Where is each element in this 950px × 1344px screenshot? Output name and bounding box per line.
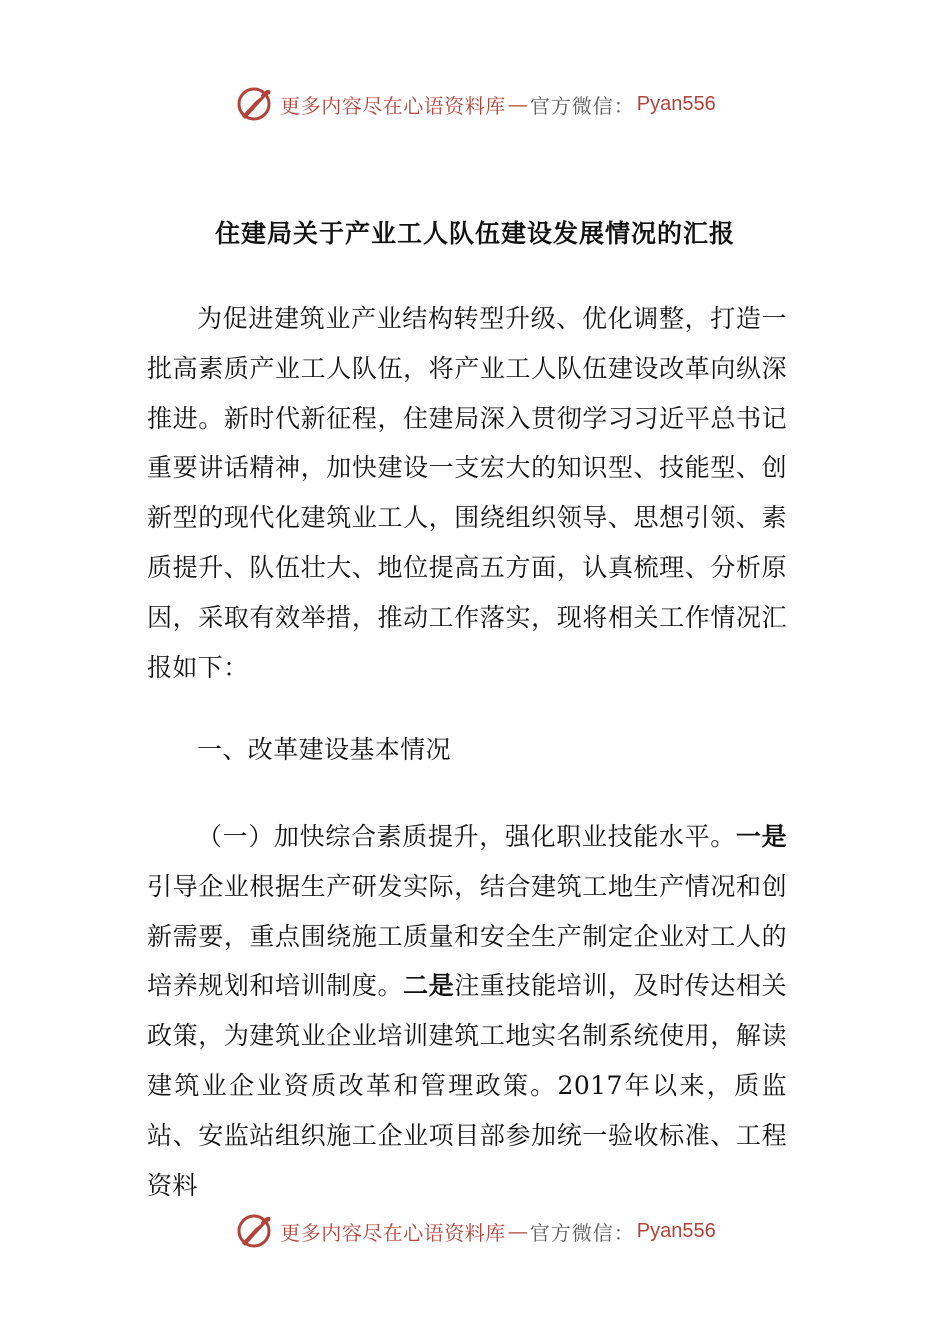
section-heading-block — [147, 725, 787, 775]
banner-dash: — — [507, 92, 528, 116]
intro-paragraph-block — [147, 294, 787, 692]
pen-feather-logo-icon — [234, 84, 274, 124]
banner-official-label: 官方微信： — [529, 93, 635, 118]
subsection-1-paragraph — [147, 812, 787, 1210]
subsection-1-block — [147, 812, 787, 1210]
footer-watermark-banner — [0, 1209, 950, 1253]
banner-wechat-id: Pyan556 — [636, 1219, 716, 1242]
marker-first: 一是 — [735, 822, 787, 851]
intro-paragraph: 为促进建筑业产业结构转型升级、优化调整，打造一批高素质产业工人队伍，将产业工人队伍建设改革向纵深推进。新时代新征程，住建局深入贯彻学习习近平总书记重要讲话精神，加快建设一支宏大的知识型、技能型、创新型的现代化建筑业工人，围绕组织领导、思想引领、素质提升、队伍壮大、地位提高五方面，认真梳理、分析原因，采取有效举措，推动工作落实，现将相关工作情况汇报如下： — [147, 304, 787, 682]
banner-dash: — — [507, 1219, 528, 1243]
pen-feather-logo-icon — [234, 1211, 274, 1251]
document-title: 住建局关于产业工人队伍建设发展情况的汇报 — [214, 219, 735, 248]
header-watermark-banner — [0, 82, 950, 126]
marker-second: 二是 — [403, 971, 455, 1001]
subsection-1-text-2: 注重技能培训，及时传达相关政策，为建筑业企业培训建筑工地实名制系统使用，解读建筑业企业资质改革和管理政策。2017年以来，质监站、安监站组织施工企业项目部参加统一验收标准、工程资料 — [147, 971, 787, 1200]
banner-site-text: 更多内容尽在心语资料库 — [280, 1220, 506, 1245]
banner-wechat-id: Pyan556 — [636, 92, 716, 115]
subsection-1-text-1: 引导企业根据生产研发实际，结合建筑工地生产情况和创新需要，重点围绕施工质量和安全生产制定企业对工人的培养规划和培训制度。 — [147, 871, 787, 1001]
banner-official-label: 官方微信： — [529, 1220, 635, 1245]
subsection-1-lead: （一）加快综合素质提升，强化职业技能水平。 — [197, 822, 736, 851]
section-1-heading: 一、改革建设基本情况 — [197, 735, 452, 764]
banner-site-text: 更多内容尽在心语资料库 — [280, 93, 506, 118]
